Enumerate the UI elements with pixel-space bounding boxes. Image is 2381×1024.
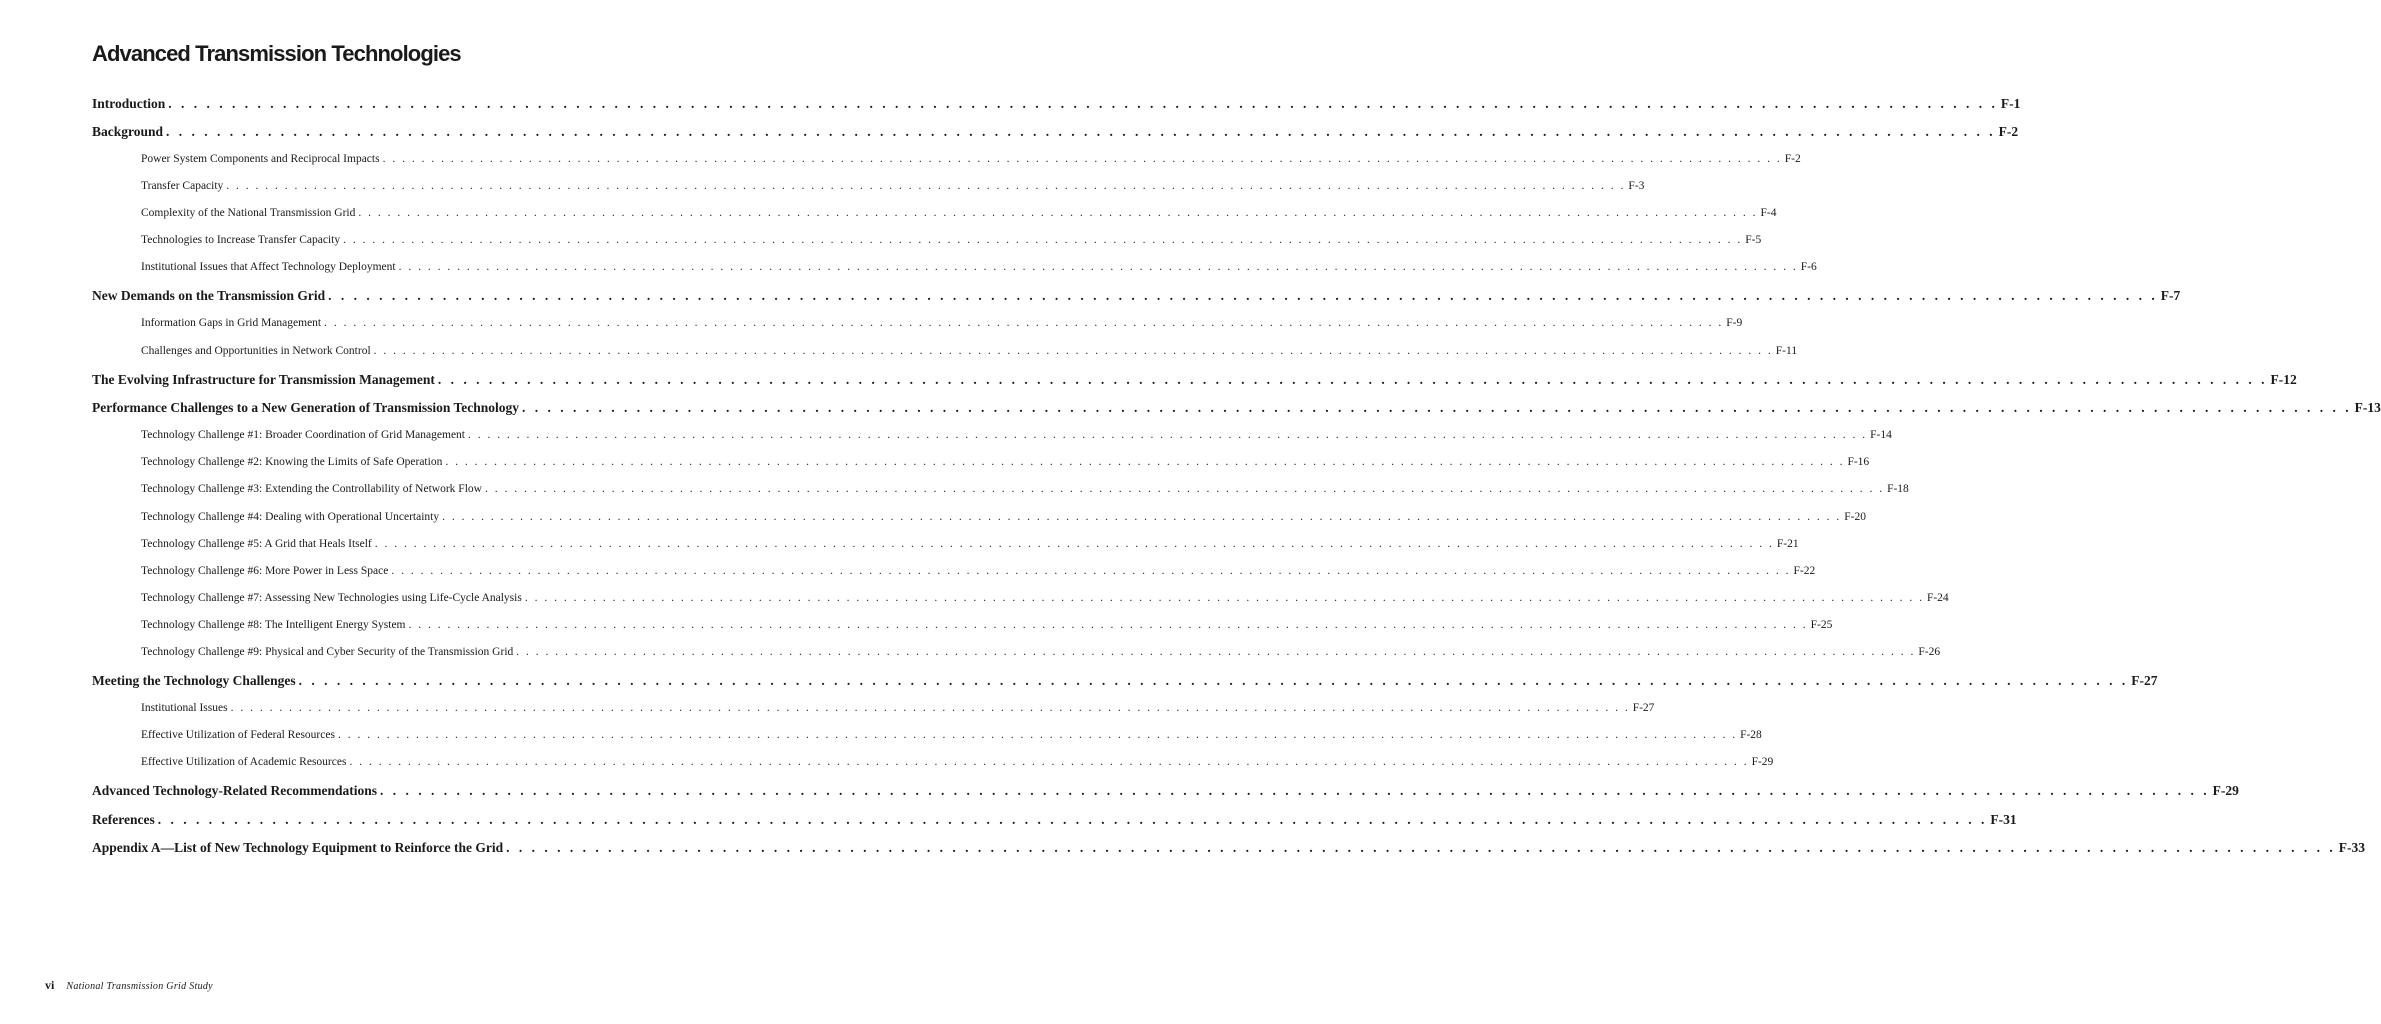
toc-page-number: F-13 [2354,400,2381,415]
toc-page-number: F-28 [1740,729,1762,741]
toc-dot-leader: . . . . . . . . . . . . . . . . . . . . . . . . . . . . . . . . . . . . . . . . . . . . . . . . . . . . . . . . . . . . . . . . . . . . . . . . . . . . . . . . . . . . . . . . . . . . . . . . . . . . . . . . . . . . . . . . . . . . . . . . . . . . . . . . . . . . . . . . . . . . . . . . [226,180,1626,192]
toc-subentry[interactable] [141,153,1801,165]
toc-entry-label: Effective Utilization of Academic Resources [141,756,347,768]
toc-entry[interactable] [92,812,2017,828]
toc-subentry[interactable] [141,565,1816,577]
toc-page-number: F-1 [2000,96,2021,111]
toc-subentry[interactable] [141,483,1909,495]
toc-page-number: F-4 [1760,207,1777,219]
toc-entry-label: The Evolving Infrastructure for Transmission Management [92,372,435,387]
page-footer [45,978,213,993]
toc-dot-leader: . . . . . . . . . . . . . . . . . . . . . . . . . . . . . . . . . . . . . . . . . . . . . . . . . . . . . . . . . . . . . . . . . . . . . . . . . . . . . . . . . . . . . . . . . . . . . . . . . . . . . . . . . . . . . . . . . . . . . . . . . . . . . . . . . . . . . . . . . . . . . . . . [157,812,1988,827]
toc-subentry[interactable] [141,729,1762,741]
toc-page-number: F-7 [2160,288,2181,303]
toc-dot-leader: . . . . . . . . . . . . . . . . . . . . . . . . . . . . . . . . . . . . . . . . . . . . . . . . . . . . . . . . . . . . . . . . . . . . . . . . . . . . . . . . . . . . . . . . . . . . . . . . . . . . . . . . . . . . . . . . . . . . . . . . . . . . . . . . . . . . . . . . . . . . . . . . [166,124,1996,139]
toc-dot-leader: . . . . . . . . . . . . . . . . . . . . . . . . . . . . . . . . . . . . . . . . . . . . . . . . . . . . . . . . . . . . . . . . . . . . . . . . . . . . . . . . . . . . . . . . . . . . . . . . . . . . . . . . . . . . . . . . . . . . . . . . . . . . . . . . . . . . . . . . . . . . . . . . [343,234,1743,246]
toc-entry-label: Meeting the Technology Challenges [92,673,296,688]
toc-subentry[interactable] [141,429,1892,441]
toc-dot-leader: . . . . . . . . . . . . . . . . . . . . . . . . . . . . . . . . . . . . . . . . . . . . . . . . . . . . . . . . . . . . . . . . . . . . . . . . . . . . . . . . . . . . . . . . . . . . . . . . . . . . . . . . . . . . . . . . . . . . . . . . . . . . . . . . . . . . . . . . . . . . . . . . [324,317,1724,329]
toc-dot-leader: . . . . . . . . . . . . . . . . . . . . . . . . . . . . . . . . . . . . . . . . . . . . . . . . . . . . . . . . . . . . . . . . . . . . . . . . . . . . . . . . . . . . . . . . . . . . . . . . . . . . . . . . . . . . . . . . . . . . . . . . . . . . . . . . . . . . . . . . . . . . . . . . [484,483,1885,495]
toc-dot-leader: . . . . . . . . . . . . . . . . . . . . . . . . . . . . . . . . . . . . . . . . . . . . . . . . . . . . . . . . . . . . . . . . . . . . . . . . . . . . . . . . . . . . . . . . . . . . . . . . . . . . . . . . . . . . . . . . . . . . . . . . . . . . . . . . . . . . . . . . . . . . . . . . [230,702,1630,714]
toc-entry-label: Challenges and Opportunities in Network Control [141,345,371,357]
toc-subentry[interactable] [141,702,1655,714]
toc-dot-leader: . . . . . . . . . . . . . . . . . . . . . . . . . . . . . . . . . . . . . . . . . . . . . . . . . . . . . . . . . . . . . . . . . . . . . . . . . . . . . . . . . . . . . . . . . . . . . . . . . . . . . . . . . . . . . . . . . . . . . . . . . . . . . . . . . . . . . . . . . . . . . . . . [373,345,1773,357]
toc-entry-label: Technology Challenge #8: The Intelligent Energy System [141,619,406,631]
toc-page-number: F-24 [1926,592,1949,604]
toc-subentry[interactable] [141,756,1774,768]
toc-page-number: F-33 [2338,840,2366,855]
toc-dot-leader: . . . . . . . . . . . . . . . . . . . . . . . . . . . . . . . . . . . . . . . . . . . . . . . . . . . . . . . . . . . . . . . . . . . . . . . . . . . . . . . . . . . . . . . . . . . . . . . . . . . . . . . . . . . . . . . . . . . . . . . . . . . . . . . . . . . . . . . . . . . . . . . . [337,729,1738,741]
toc-subentry[interactable] [141,180,1645,192]
toc-dot-leader: . . . . . . . . . . . . . . . . . . . . . . . . . . . . . . . . . . . . . . . . . . . . . . . . . . . . . . . . . . . . . . . . . . . . . . . . . . . . . . . . . . . . . . . . . . . . . . . . . . . . . . . . . . . . . . . . . . . . . . . . . . . . . . . . . . . . . . . . . . . . . . . . [524,592,1924,604]
toc-entry-label: Institutional Issues that Affect Technology Deployment [141,261,396,273]
toc-page-number: F-27 [2131,673,2158,688]
toc-entry[interactable] [92,840,2366,856]
toc-entry[interactable] [92,372,2297,388]
toc-subentry[interactable] [141,345,1798,357]
toc-page-number: F-16 [1847,456,1870,468]
toc-entry-label: Technology Challenge #6: More Power in Less Space [141,565,389,577]
toc-page-number: F-3 [1628,180,1645,192]
toc-page-number: F-2 [1998,124,2019,139]
toc-entry-label: Power System Components and Reciprocal Impacts [141,153,380,165]
toc-entry-label: Technology Challenge #5: A Grid that Heals Itself [141,538,372,550]
toc-dot-leader: . . . . . . . . . . . . . . . . . . . . . . . . . . . . . . . . . . . . . . . . . . . . . . . . . . . . . . . . . . . . . . . . . . . . . . . . . . . . . . . . . . . . . . . . . . . . . . . . . . . . . . . . . . . . . . . . . . . . . . . . . . . . . . . . . . . . . . . . . . . . . . . . [374,538,1774,550]
toc-entry-label: Effective Utilization of Federal Resources [141,729,335,741]
toc-entry-label: Technology Challenge #3: Extending the Controllability of Network Flow [141,483,482,495]
toc-entry[interactable] [92,400,2381,416]
toc-dot-leader: . . . . . . . . . . . . . . . . . . . . . . . . . . . . . . . . . . . . . . . . . . . . . . . . . . . . . . . . . . . . . . . . . . . . . . . . . . . . . . . . . . . . . . . . . . . . . . . . . . . . . . . . . . . . . . . . . . . . . . . . . . . . . . . . . . . . . . . . . . . . . . . . [391,565,1791,577]
toc-subentry[interactable] [141,207,1777,219]
toc-entry[interactable] [92,288,2181,304]
footer-page-number: vi [45,978,55,992]
toc-entry-label: Performance Challenges to a New Generation of Transmission Technology [92,400,519,415]
toc-page-number: F-11 [1775,345,1798,357]
toc-dot-leader: . . . . . . . . . . . . . . . . . . . . . . . . . . . . . . . . . . . . . . . . . . . . . . . . . . . . . . . . . . . . . . . . . . . . . . . . . . . . . . . . . . . . . . . . . . . . . . . . . . . . . . . . . . . . . . . . . . . . . . . . . . . . . . . . . . . . . . . . . . . . . . . . [516,646,1916,658]
toc-entry-label: Institutional Issues [141,702,228,714]
toc-dot-leader: . . . . . . . . . . . . . . . . . . . . . . . . . . . . . . . . . . . . . . . . . . . . . . . . . . . . . . . . . . . . . . . . . . . . . . . . . . . . . . . . . . . . . . . . . . . . . . . . . . . . . . . . . . . . . . . . . . . . . . . . . . . . . . . . . . . . . . . . . . . . . . . . [349,756,1749,768]
toc-dot-leader: . . . . . . . . . . . . . . . . . . . . . . . . . . . . . . . . . . . . . . . . . . . . . . . . . . . . . . . . . . . . . . . . . . . . . . . . . . . . . . . . . . . . . . . . . . . . . . . . . . . . . . . . . . . . . . . . . . . . . . . . . . . . . . . . . . . . . . . . . . . . . . . . [408,619,1808,631]
toc-entry-label: References [92,812,155,827]
toc-entry-label: Technology Challenge #1: Broader Coordination of Grid Management [141,429,465,441]
toc-entry-label: Appendix A—List of New Technology Equipment to Reinforce the Grid [92,840,504,855]
toc-entry-label: Advanced Technology-Related Recommendations [92,783,378,798]
toc-dot-leader: . . . . . . . . . . . . . . . . . . . . . . . . . . . . . . . . . . . . . . . . . . . . . . . . . . . . . . . . . . . . . . . . . . . . . . . . . . . . . . . . . . . . . . . . . . . . . . . . . . . . . . . . . . . . . . . . . . . . . . . . . . . . . . . . . . . . . . . . . . . . . . . . [168,96,1998,111]
toc-entry-label: Technology Challenge #2: Knowing the Limits of Safe Operation [141,456,443,468]
toc-dot-leader: . . . . . . . . . . . . . . . . . . . . . . . . . . . . . . . . . . . . . . . . . . . . . . . . . . . . . . . . . . . . . . . . . . . . . . . . . . . . . . . . . . . . . . . . . . . . . . . . . . . . . . . . . . . . . . . . . . . . . . . . . . . . . . . . . . . . . . . . . . . . . . . . [521,400,2352,415]
footer-running-title: National Transmission Grid Study [66,981,213,992]
toc-page-number: F-31 [1990,812,2017,827]
toc-entry-label: Technology Challenge #4: Dealing with Operational Uncertainty [141,511,440,523]
toc-entry-label: Introduction [92,96,166,111]
toc-page-number: F-29 [1751,756,1774,768]
toc-subentry[interactable] [141,646,1941,658]
toc-entry[interactable] [92,96,2021,112]
toc-dot-leader: . . . . . . . . . . . . . . . . . . . . . . . . . . . . . . . . . . . . . . . . . . . . . . . . . . . . . . . . . . . . . . . . . . . . . . . . . . . . . . . . . . . . . . . . . . . . . . . . . . . . . . . . . . . . . . . . . . . . . . . . . . . . . . . . . . . . . . . . . . . . . . . . [380,783,2210,798]
toc-dot-leader: . . . . . . . . . . . . . . . . . . . . . . . . . . . . . . . . . . . . . . . . . . . . . . . . . . . . . . . . . . . . . . . . . . . . . . . . . . . . . . . . . . . . . . . . . . . . . . . . . . . . . . . . . . . . . . . . . . . . . . . . . . . . . . . . . . . . . . . . . . . . . . . . [437,372,2268,387]
toc-subentry[interactable] [141,234,1762,246]
toc-entry-label: Technology Challenge #9: Physical and Cyber Security of the Transmission Grid [141,646,514,658]
toc-page-number: F-14 [1870,429,1892,441]
toc-page-number: F-20 [1844,511,1866,523]
toc-page-number: F-2 [1784,153,1801,165]
toc-subentry[interactable] [141,317,1743,329]
document-title: Advanced Transmission Technologies [92,41,461,66]
toc-page-number: F-27 [1632,702,1655,714]
toc-entry-label: Transfer Capacity [141,180,224,192]
toc-dot-leader: . . . . . . . . . . . . . . . . . . . . . . . . . . . . . . . . . . . . . . . . . . . . . . . . . . . . . . . . . . . . . . . . . . . . . . . . . . . . . . . . . . . . . . . . . . . . . . . . . . . . . . . . . . . . . . . . . . . . . . . . . . . . . . . . . . . . . . . . . . . . . . . . [298,673,2129,688]
toc-subentry[interactable] [141,538,1799,550]
toc-entry-label: Technologies to Increase Transfer Capacity [141,234,341,246]
toc-entry-label: Information Gaps in Grid Management [141,317,322,329]
toc-page-number: F-18 [1887,483,1909,495]
toc-page-number: F-29 [2212,783,2239,798]
toc-subentry[interactable] [141,592,1949,604]
toc-entry-label: Background [92,124,164,139]
toc-page-number: F-6 [1800,261,1817,273]
toc-entry-label: Technology Challenge #7: Assessing New Technologies using Life-Cycle Analysis [141,592,522,604]
toc-entry-label: New Demands on the Transmission Grid [92,288,326,303]
toc-subentry[interactable] [141,619,1833,631]
toc-page-number: F-25 [1810,619,1833,631]
toc-subentry[interactable] [141,456,1870,468]
toc-entry[interactable] [92,673,2158,689]
toc-dot-leader: . . . . . . . . . . . . . . . . . . . . . . . . . . . . . . . . . . . . . . . . . . . . . . . . . . . . . . . . . . . . . . . . . . . . . . . . . . . . . . . . . . . . . . . . . . . . . . . . . . . . . . . . . . . . . . . . . . . . . . . . . . . . . . . . . . . . . . . . . . . . . . . . [382,153,1782,165]
toc-entry[interactable] [92,783,2239,799]
toc-subentry[interactable] [141,511,1866,523]
toc-dot-leader: . . . . . . . . . . . . . . . . . . . . . . . . . . . . . . . . . . . . . . . . . . . . . . . . . . . . . . . . . . . . . . . . . . . . . . . . . . . . . . . . . . . . . . . . . . . . . . . . . . . . . . . . . . . . . . . . . . . . . . . . . . . . . . . . . . . . . . . . . . . . . . . . [506,840,2336,855]
toc-subentry[interactable] [141,261,1817,273]
toc-dot-leader: . . . . . . . . . . . . . . . . . . . . . . . . . . . . . . . . . . . . . . . . . . . . . . . . . . . . . . . . . . . . . . . . . . . . . . . . . . . . . . . . . . . . . . . . . . . . . . . . . . . . . . . . . . . . . . . . . . . . . . . . . . . . . . . . . . . . . . . . . . . . . . . . [358,207,1758,219]
toc-page-number: F-5 [1745,234,1762,246]
toc-dot-leader: . . . . . . . . . . . . . . . . . . . . . . . . . . . . . . . . . . . . . . . . . . . . . . . . . . . . . . . . . . . . . . . . . . . . . . . . . . . . . . . . . . . . . . . . . . . . . . . . . . . . . . . . . . . . . . . . . . . . . . . . . . . . . . . . . . . . . . . . . . . . . . . . [398,261,1798,273]
toc-page-number: F-12 [2270,372,2297,387]
toc-page-number: F-9 [1726,317,1743,329]
toc-page-number: F-22 [1793,565,1816,577]
toc-page-number: F-26 [1918,646,1941,658]
toc-entry[interactable] [92,124,2019,140]
toc-dot-leader: . . . . . . . . . . . . . . . . . . . . . . . . . . . . . . . . . . . . . . . . . . . . . . . . . . . . . . . . . . . . . . . . . . . . . . . . . . . . . . . . . . . . . . . . . . . . . . . . . . . . . . . . . . . . . . . . . . . . . . . . . . . . . . . . . . . . . . . . . . . . . . . . [445,456,1845,468]
toc-dot-leader: . . . . . . . . . . . . . . . . . . . . . . . . . . . . . . . . . . . . . . . . . . . . . . . . . . . . . . . . . . . . . . . . . . . . . . . . . . . . . . . . . . . . . . . . . . . . . . . . . . . . . . . . . . . . . . . . . . . . . . . . . . . . . . . . . . . . . . . . . . . . . . . . [442,511,1842,523]
toc-dot-leader: . . . . . . . . . . . . . . . . . . . . . . . . . . . . . . . . . . . . . . . . . . . . . . . . . . . . . . . . . . . . . . . . . . . . . . . . . . . . . . . . . . . . . . . . . . . . . . . . . . . . . . . . . . . . . . . . . . . . . . . . . . . . . . . . . . . . . . . . . . . . . . . . [468,429,1868,441]
toc-dot-leader: . . . . . . . . . . . . . . . . . . . . . . . . . . . . . . . . . . . . . . . . . . . . . . . . . . . . . . . . . . . . . . . . . . . . . . . . . . . . . . . . . . . . . . . . . . . . . . . . . . . . . . . . . . . . . . . . . . . . . . . . . . . . . . . . . . . . . . . . . . . . . . . . [328,288,2158,303]
toc-entry-label: Complexity of the National Transmission Grid [141,207,356,219]
toc-page-number: F-21 [1776,538,1799,550]
